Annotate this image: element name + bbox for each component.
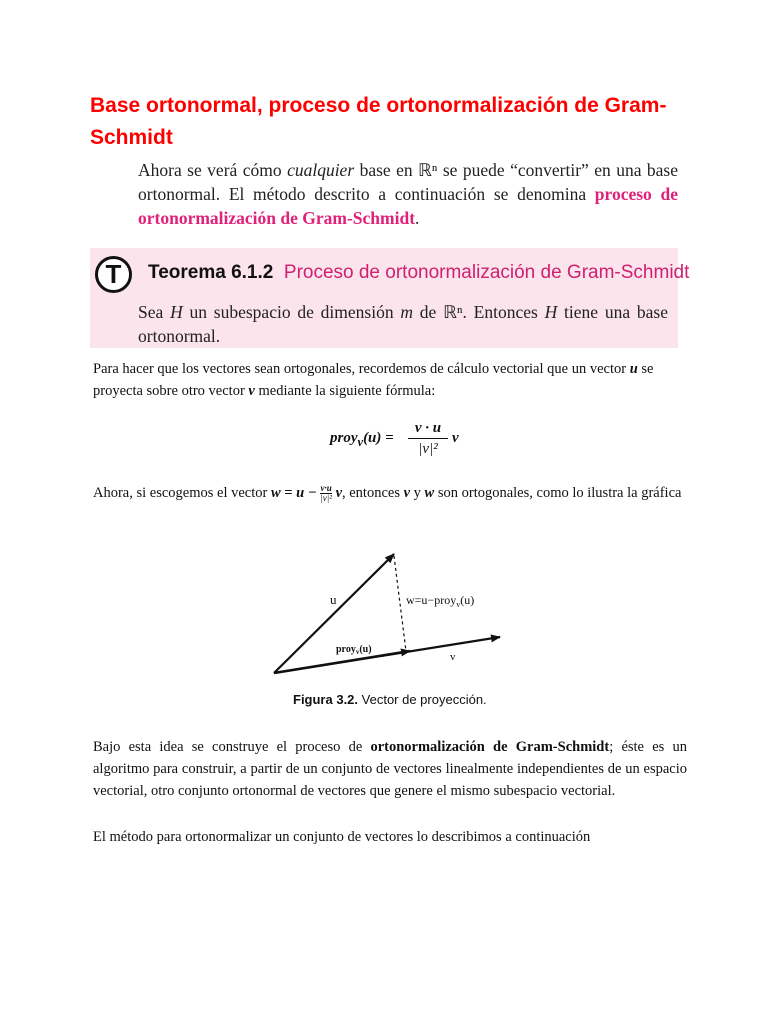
paraw-var-v1: v: [331, 485, 342, 501]
theorem-statement: [138, 300, 668, 348]
theorem-heading: [148, 260, 689, 286]
formula-fraction: [408, 418, 448, 459]
paraw-var-w: w: [424, 485, 435, 501]
label-w: [406, 593, 474, 609]
para1-text-3: mediante la siguiente fórmula:: [254, 383, 436, 399]
formula-numerator: v · u: [408, 418, 448, 439]
projection-diagram: [260, 542, 520, 682]
formula-denominator: |v|²: [418, 441, 438, 457]
theorem-name: Proceso de ortonormalización de Gram-Schmidt: [283, 262, 690, 283]
intro-text-1: Ahora se verá cómo: [138, 160, 288, 180]
paraw-frac-num: v·u: [320, 483, 332, 494]
paraw-fraction: [320, 484, 332, 503]
formula-rhs: v: [452, 430, 459, 446]
paraw-text-4: y: [410, 485, 425, 501]
formula-arg: (u) =: [363, 430, 394, 446]
figure-caption: [293, 692, 487, 707]
formula-lhs: [330, 430, 394, 450]
theorem-var-h2: H: [544, 302, 558, 322]
theorem-box: [90, 248, 690, 348]
label-w-arg: (u): [460, 593, 475, 607]
intro-text-2: base en ℝⁿ se puede “convertir” en una base ortonormal. El método descrito a continuación se denomina: [138, 160, 678, 204]
intro-text-3: .: [415, 208, 420, 228]
formula-proy: proy: [330, 430, 358, 446]
theorem-badge-icon: T: [95, 256, 132, 293]
intro-paragraph: [138, 158, 678, 230]
label-proj-arg: (u): [359, 644, 372, 655]
section-title: Base ortonormal, proceso de ortonormalización de Gram-Schmidt: [90, 94, 667, 149]
orthogonal-paragraph: [93, 482, 687, 504]
para2-text-2: ; éste es un algoritmo para construir, a partir de un conjunto de vectores linealmente independientes de un espacio vectorial, otro conjunto ortonormal de vectores que genere el mismo subespacio vectorial.: [93, 739, 687, 799]
intro-highlight: proceso de ortonormalización de Gram-Schmidt: [138, 184, 678, 228]
projection-paragraph: [93, 358, 687, 402]
label-v: v: [450, 651, 456, 663]
caption-label: Figura 3.2.: [293, 692, 359, 707]
paraw-var-v: v: [403, 485, 411, 501]
para2-text-1: Bajo esta idea se construye el proceso de: [93, 739, 371, 755]
paraw-text-5: son ortogonales, como lo ilustra la gráfica: [434, 485, 682, 501]
label-proj: [336, 644, 372, 656]
para1-text-1: Para hacer que los vectores sean ortogonales, recordemos de cálculo vectorial que un vector: [93, 361, 630, 377]
para1-var-v: v: [248, 383, 255, 399]
paraw-text-3: , entonces: [342, 485, 404, 501]
intro-italic-word: cualquier: [287, 160, 355, 180]
vector-w-dashed: [394, 556, 406, 651]
paraw-frac-den: |v|²: [320, 493, 332, 504]
formula-sub: v: [357, 435, 364, 449]
theorem-text-2: un subespacio de dimensión: [182, 302, 401, 322]
label-proj-main: proy: [336, 644, 356, 655]
paraw-expr: w = u −: [270, 485, 317, 501]
caption-text: Vector de proyección.: [358, 692, 487, 707]
vector-u-arrow: [274, 554, 394, 673]
method-paragraph: El método para ortonormalizar un conjunto de vectores lo describimos a continuación: [93, 829, 591, 845]
label-proj-sub: v: [355, 648, 360, 656]
label-w-sub: v: [456, 600, 461, 609]
para2-bold: ortonormalización de Gram-Schmidt: [370, 739, 610, 755]
paraw-text-1: Ahora, si escogemos el vector: [93, 485, 271, 501]
theorem-text-1: Sea: [138, 302, 171, 322]
theorem-var-h: H: [170, 302, 183, 322]
theorem-number: Teorema 6.1.2: [148, 262, 274, 283]
para1-text-2: se proyecta sobre otro vector: [93, 361, 654, 399]
theorem-var-m: m: [400, 302, 414, 322]
label-w-main: w=u−proy: [406, 593, 457, 607]
theorem-text-4: tiene una base ortonormal.: [138, 302, 668, 346]
para1-var-u: u: [629, 361, 638, 377]
theorem-text-3: de ℝⁿ. Entonces: [413, 302, 545, 322]
gram-schmidt-paragraph: [93, 736, 687, 802]
label-u: u: [330, 592, 337, 607]
